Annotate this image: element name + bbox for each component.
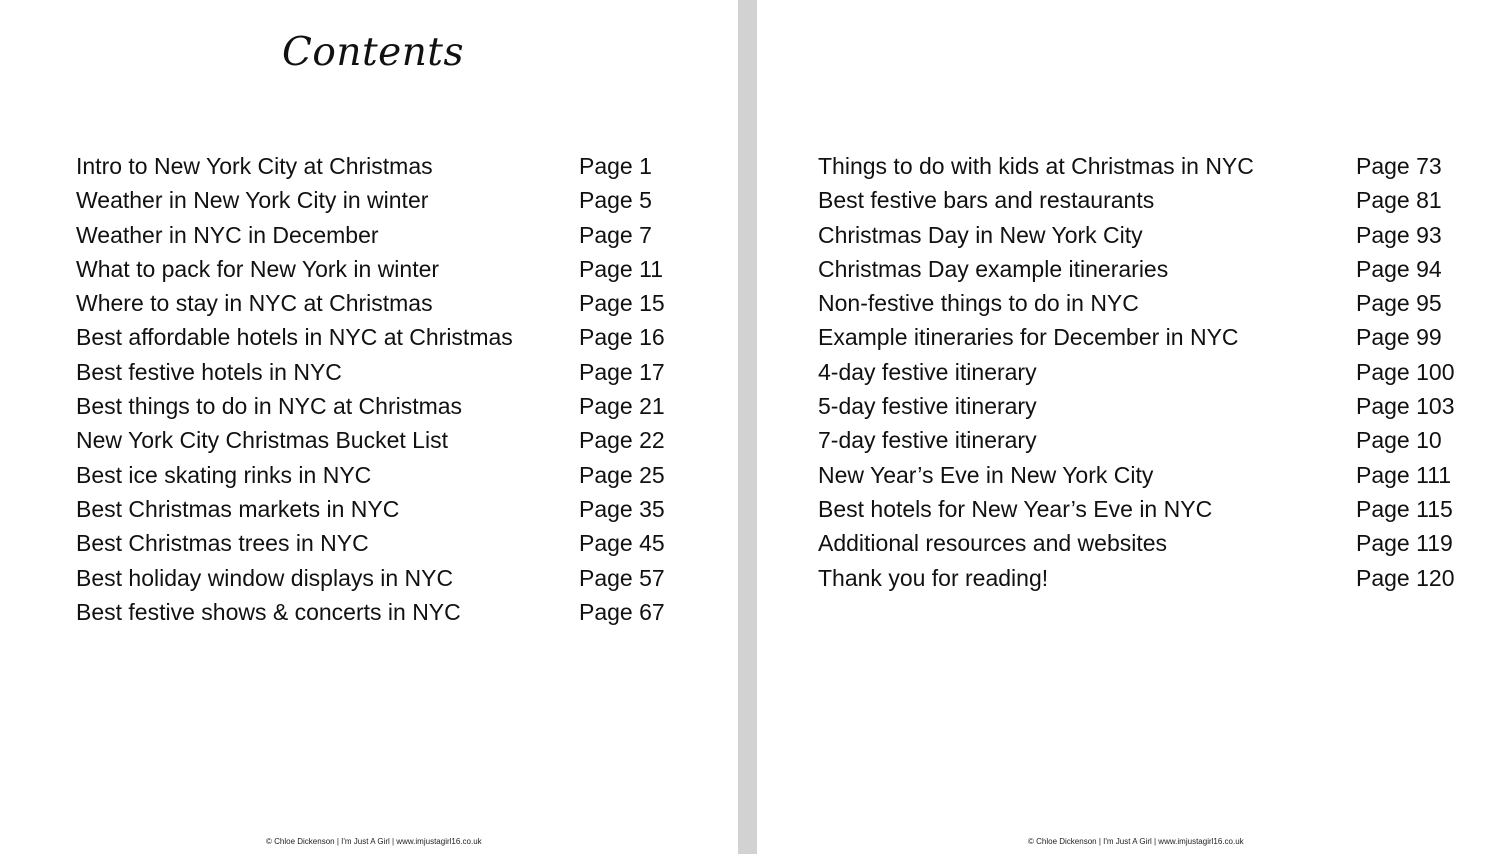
toc-entry-title: Non-festive things to do in NYC xyxy=(818,290,1139,317)
toc-entry-page: Page 81 xyxy=(1356,187,1442,214)
toc-entry-title: 7-day festive itinerary xyxy=(818,427,1037,454)
toc-entry-page: Page 119 xyxy=(1356,530,1453,557)
toc-entry-title: Best festive hotels in NYC xyxy=(76,358,342,385)
toc-entry xyxy=(76,149,696,183)
toc-entry-page: Page 1 xyxy=(579,153,652,179)
toc-entry-title: Best hotels for New Year’s Eve in NYC xyxy=(818,495,1213,522)
copyright-footer: © Chloe Dickenson | I'm Just A Girl | www.imjustagirl16.co.uk xyxy=(1028,837,1244,846)
toc-entry xyxy=(76,252,696,286)
toc-entry-page: Page 11 xyxy=(579,255,663,282)
toc-entry-title: Best affordable hotels in NYC at Christmas xyxy=(76,324,513,351)
toc-entry-title: Weather in New York City in winter xyxy=(76,187,429,214)
toc-entry-title: Christmas Day example itineraries xyxy=(818,255,1169,282)
toc-entry-page: Page 120 xyxy=(1356,564,1455,591)
toc-entry-page: Page 93 xyxy=(1356,221,1442,248)
toc-entry xyxy=(818,423,1478,457)
toc-entry xyxy=(76,218,696,252)
toc-entry-page: Page 115 xyxy=(1356,495,1453,522)
toc-entry-title: Best holiday window displays in NYC xyxy=(76,564,454,591)
toc-entry xyxy=(818,183,1478,217)
toc-entry xyxy=(818,526,1478,560)
page-gutter xyxy=(738,0,757,854)
toc-entry-title: Weather in NYC in December xyxy=(76,221,379,248)
toc-entry-title: Best Christmas trees in NYC xyxy=(76,530,369,557)
toc-entry xyxy=(818,389,1478,423)
toc-entry xyxy=(76,458,696,492)
toc-entry-page: Page 22 xyxy=(579,427,665,454)
toc-entry-title: Best Christmas markets in NYC xyxy=(76,495,400,522)
toc-entry-page: Page 5 xyxy=(579,187,652,214)
toc-entry-title: Example itineraries for December in NYC xyxy=(818,324,1239,351)
toc-entry-title: Where to stay in NYC at Christmas xyxy=(76,290,433,317)
toc-entry xyxy=(818,355,1478,389)
toc-entry xyxy=(76,183,696,217)
toc-entry-title: Things to do with kids at Christmas in NYC xyxy=(818,153,1254,179)
toc-entry-page: Page 99 xyxy=(1356,324,1442,351)
toc-entry xyxy=(818,561,1478,595)
toc-entry-page: Page 67 xyxy=(579,598,665,625)
toc-entry-title: Thank you for reading! xyxy=(818,564,1049,591)
toc-entry-title: Best ice skating rinks in NYC xyxy=(76,461,372,488)
toc-entry-title: 5-day festive itinerary xyxy=(818,393,1037,420)
toc-list-left xyxy=(76,149,696,629)
page-title: Contents xyxy=(282,30,464,75)
toc-entry-page: Page 7 xyxy=(579,221,652,248)
left-page xyxy=(0,0,738,854)
toc-entry-page: Page 15 xyxy=(579,290,665,317)
toc-entry-page: Page 57 xyxy=(579,564,665,591)
toc-entry xyxy=(76,423,696,457)
toc-entry-page: Page 45 xyxy=(579,530,665,557)
toc-entry-page: Page 10 xyxy=(1356,427,1442,454)
toc-entry-page: Page 94 xyxy=(1356,255,1442,282)
toc-entry-title: New Year’s Eve in New York City xyxy=(818,461,1154,488)
toc-entry xyxy=(818,149,1478,183)
toc-entry-title: 4-day festive itinerary xyxy=(818,358,1037,385)
toc-entry-page: Page 17 xyxy=(579,358,665,385)
toc-entry xyxy=(76,492,696,526)
toc-entry xyxy=(76,355,696,389)
toc-entry-page: Page 111 xyxy=(1356,461,1452,488)
toc-entry xyxy=(818,320,1478,354)
toc-entry xyxy=(76,320,696,354)
toc-entry-title: New York City Christmas Bucket List xyxy=(76,427,448,454)
right-page xyxy=(757,0,1500,854)
toc-entry xyxy=(818,458,1478,492)
toc-entry-title: What to pack for New York in winter xyxy=(76,255,440,282)
toc-entry xyxy=(818,286,1478,320)
toc-entry-page: Page 25 xyxy=(579,461,665,488)
toc-entry-title: Best festive shows & concerts in NYC xyxy=(76,598,461,625)
toc-entry xyxy=(76,389,696,423)
toc-entry xyxy=(76,561,696,595)
toc-entry-page: Page 100 xyxy=(1356,358,1455,385)
copyright-footer: © Chloe Dickenson | I'm Just A Girl | www.imjustagirl16.co.uk xyxy=(266,837,482,846)
toc-entry-page: Page 103 xyxy=(1356,393,1455,420)
toc-entry-page: Page 35 xyxy=(579,495,665,522)
toc-entry xyxy=(76,286,696,320)
toc-entry-page: Page 16 xyxy=(579,324,665,351)
toc-list-right xyxy=(818,149,1478,595)
toc-entry-page: Page 73 xyxy=(1356,153,1442,179)
toc-entry-title: Christmas Day in New York City xyxy=(818,221,1143,248)
toc-entry xyxy=(76,526,696,560)
toc-entry-title: Intro to New York City at Christmas xyxy=(76,153,433,179)
toc-entry xyxy=(76,595,696,629)
toc-entry xyxy=(818,492,1478,526)
toc-entry xyxy=(818,252,1478,286)
toc-entry-page: Page 95 xyxy=(1356,290,1442,317)
toc-entry-title: Best festive bars and restaurants xyxy=(818,187,1155,214)
toc-entry-title: Additional resources and websites xyxy=(818,530,1168,557)
toc-entry-title: Best things to do in NYC at Christmas xyxy=(76,393,463,420)
toc-entry-page: Page 21 xyxy=(579,393,665,420)
toc-entry xyxy=(818,218,1478,252)
